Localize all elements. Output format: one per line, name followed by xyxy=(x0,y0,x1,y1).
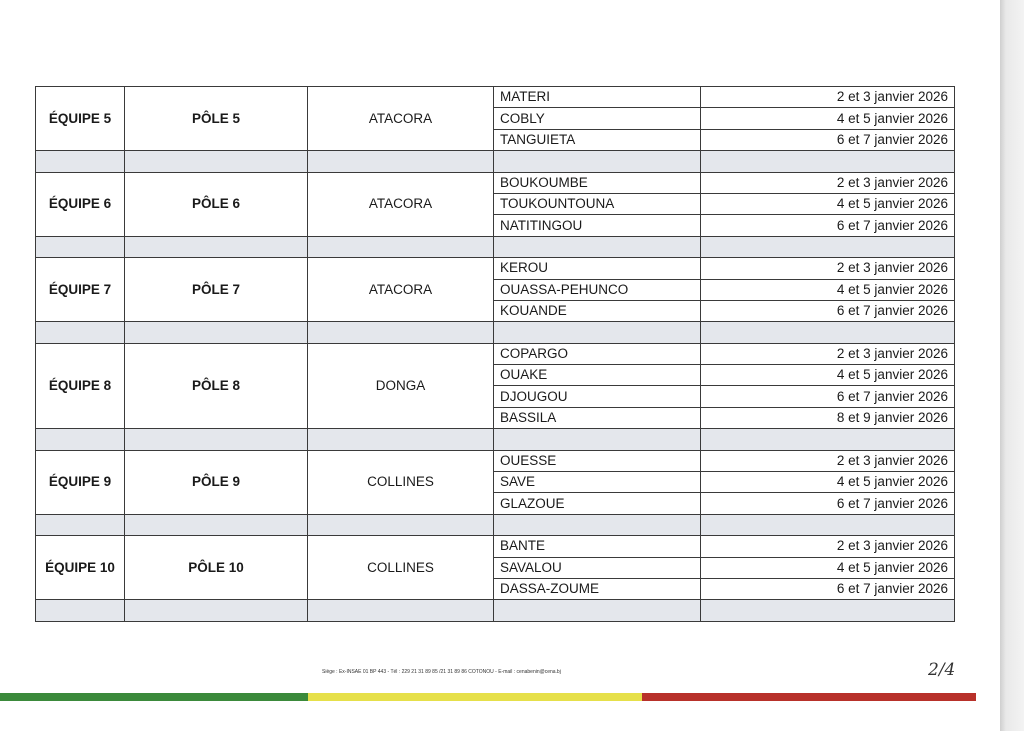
separator-cell xyxy=(308,514,494,535)
dates-cell: 6 et 7 janvier 2026 xyxy=(701,300,955,321)
separator-cell xyxy=(701,151,955,172)
team-cell: ÉQUIPE 9 xyxy=(36,450,125,514)
commune-cell: TOUKOUNTOUNA xyxy=(494,193,701,214)
team-cell: ÉQUIPE 6 xyxy=(36,172,125,236)
dates-cell: 2 et 3 janvier 2026 xyxy=(701,343,955,364)
schedule-table xyxy=(35,86,955,622)
department-cell: COLLINES xyxy=(308,536,494,600)
table-row xyxy=(36,172,955,193)
separator-cell xyxy=(308,600,494,621)
commune-cell: KOUANDE xyxy=(494,300,701,321)
commune-cell: SAVE xyxy=(494,472,701,493)
commune-cell: COBLY xyxy=(494,108,701,129)
pole-cell: PÔLE 8 xyxy=(125,343,308,429)
separator-cell xyxy=(494,600,701,621)
table-row xyxy=(36,258,955,279)
commune-cell: GLAZOUE xyxy=(494,493,701,514)
separator-cell xyxy=(308,322,494,343)
department-cell: DONGA xyxy=(308,343,494,429)
table-row xyxy=(36,343,955,364)
dates-cell: 4 et 5 janvier 2026 xyxy=(701,279,955,300)
team-cell: ÉQUIPE 10 xyxy=(36,536,125,600)
separator-row xyxy=(36,429,955,450)
separator-cell xyxy=(125,236,308,257)
separator-row xyxy=(36,514,955,535)
dates-cell: 4 et 5 janvier 2026 xyxy=(701,472,955,493)
separator-cell xyxy=(494,514,701,535)
separator-cell xyxy=(701,322,955,343)
separator-cell xyxy=(36,514,125,535)
commune-cell: OUAKE xyxy=(494,365,701,386)
commune-cell: BASSILA xyxy=(494,407,701,428)
separator-cell xyxy=(494,151,701,172)
separator-row xyxy=(36,151,955,172)
commune-cell: KEROU xyxy=(494,258,701,279)
pole-cell: PÔLE 9 xyxy=(125,450,308,514)
dates-cell: 2 et 3 janvier 2026 xyxy=(701,258,955,279)
dates-cell: 6 et 7 janvier 2026 xyxy=(701,215,955,236)
separator-row xyxy=(36,236,955,257)
separator-cell xyxy=(125,429,308,450)
separator-cell xyxy=(701,600,955,621)
separator-row xyxy=(36,322,955,343)
separator-cell xyxy=(36,600,125,621)
separator-cell xyxy=(494,429,701,450)
flag-band-red xyxy=(642,693,976,701)
commune-cell: MATERI xyxy=(494,87,701,108)
table-row xyxy=(36,450,955,471)
footer-address: Siège : Ex-INSAE 01 BP 443 - Tél : 229 21 31 89 85 /21 31 89 86 COTONOU - E-mail : cenabenin@cena.bj xyxy=(322,669,561,675)
flag-band-green xyxy=(0,693,308,701)
dates-cell: 6 et 7 janvier 2026 xyxy=(701,386,955,407)
separator-cell xyxy=(36,151,125,172)
department-cell: COLLINES xyxy=(308,450,494,514)
commune-cell: DASSA-ZOUME xyxy=(494,578,701,599)
pole-cell: PÔLE 5 xyxy=(125,87,308,151)
team-cell: ÉQUIPE 8 xyxy=(36,343,125,429)
department-cell: ATACORA xyxy=(308,258,494,322)
separator-cell xyxy=(125,322,308,343)
separator-cell xyxy=(36,429,125,450)
dates-cell: 4 et 5 janvier 2026 xyxy=(701,193,955,214)
page-edge-shadow xyxy=(1000,0,1024,731)
commune-cell: OUESSE xyxy=(494,450,701,471)
separator-cell xyxy=(125,151,308,172)
separator-cell xyxy=(308,429,494,450)
table-row xyxy=(36,536,955,557)
table-row xyxy=(36,87,955,108)
page-number: 2/4 xyxy=(928,660,956,680)
commune-cell: SAVALOU xyxy=(494,557,701,578)
dates-cell: 4 et 5 janvier 2026 xyxy=(701,365,955,386)
commune-cell: DJOUGOU xyxy=(494,386,701,407)
dates-cell: 4 et 5 janvier 2026 xyxy=(701,108,955,129)
dates-cell: 8 et 9 janvier 2026 xyxy=(701,407,955,428)
department-cell: ATACORA xyxy=(308,87,494,151)
commune-cell: COPARGO xyxy=(494,343,701,364)
commune-cell: BANTE xyxy=(494,536,701,557)
dates-cell: 6 et 7 janvier 2026 xyxy=(701,493,955,514)
separator-cell xyxy=(36,236,125,257)
dates-cell: 2 et 3 janvier 2026 xyxy=(701,450,955,471)
dates-cell: 2 et 3 janvier 2026 xyxy=(701,87,955,108)
team-cell: ÉQUIPE 7 xyxy=(36,258,125,322)
separator-cell xyxy=(36,322,125,343)
commune-cell: TANGUIETA xyxy=(494,129,701,150)
separator-cell xyxy=(494,236,701,257)
separator-cell xyxy=(701,236,955,257)
team-cell: ÉQUIPE 5 xyxy=(36,87,125,151)
department-cell: ATACORA xyxy=(308,172,494,236)
separator-cell xyxy=(494,322,701,343)
pole-cell: PÔLE 6 xyxy=(125,172,308,236)
dates-cell: 4 et 5 janvier 2026 xyxy=(701,557,955,578)
pole-cell: PÔLE 7 xyxy=(125,258,308,322)
flag-band-yellow xyxy=(308,693,642,701)
commune-cell: BOUKOUMBE xyxy=(494,172,701,193)
separator-cell xyxy=(308,236,494,257)
dates-cell: 2 et 3 janvier 2026 xyxy=(701,172,955,193)
separator-cell xyxy=(125,600,308,621)
commune-cell: OUASSA-PEHUNCO xyxy=(494,279,701,300)
dates-cell: 6 et 7 janvier 2026 xyxy=(701,578,955,599)
commune-cell: NATITINGOU xyxy=(494,215,701,236)
separator-cell xyxy=(701,429,955,450)
dates-cell: 6 et 7 janvier 2026 xyxy=(701,129,955,150)
separator-cell xyxy=(308,151,494,172)
dates-cell: 2 et 3 janvier 2026 xyxy=(701,536,955,557)
separator-cell xyxy=(125,514,308,535)
schedule-table-body xyxy=(36,87,955,622)
separator-row xyxy=(36,600,955,621)
pole-cell: PÔLE 10 xyxy=(125,536,308,600)
separator-cell xyxy=(701,514,955,535)
